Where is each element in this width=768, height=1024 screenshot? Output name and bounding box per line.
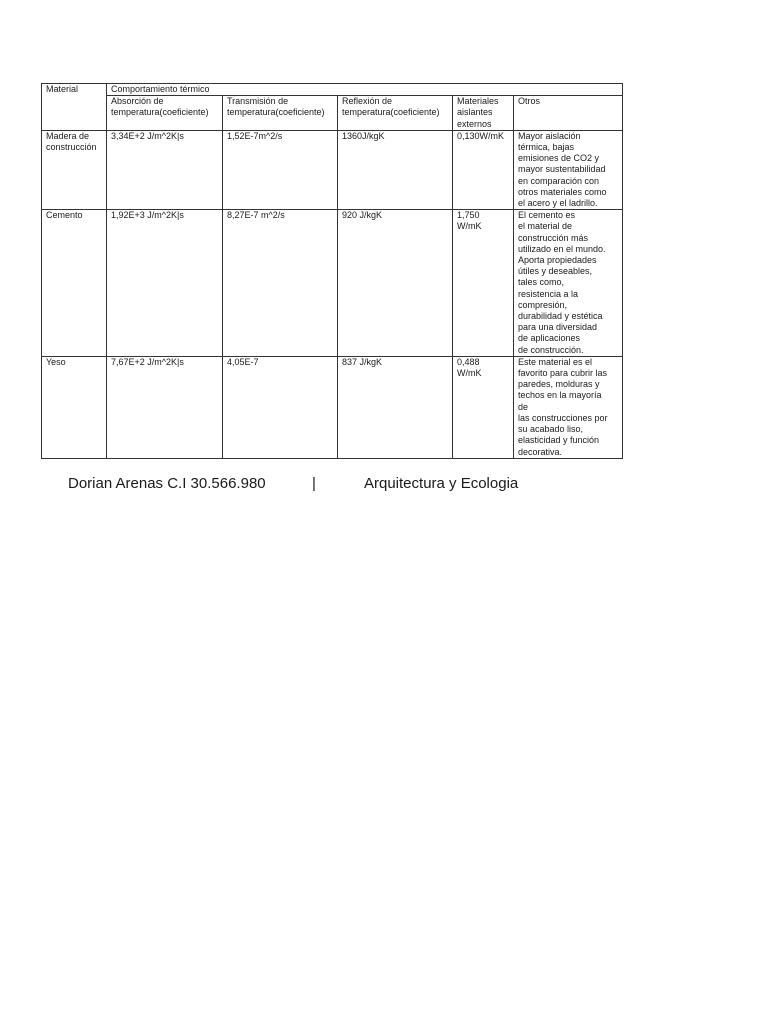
cell-aislantes: 0,488 W/mK xyxy=(453,356,514,458)
cell-transmision: 8,27E-7 m^2/s xyxy=(223,210,338,357)
cell-reflexion: 1360J/kgK xyxy=(338,130,453,209)
cell-transmision: 4,05E-7 xyxy=(223,356,338,458)
cell-absorcion: 1,92E+3 J/m^2K|s xyxy=(107,210,223,357)
table-row xyxy=(42,130,623,209)
table-row xyxy=(42,210,623,357)
cell-material: Yeso xyxy=(42,356,107,458)
header-thermal-behavior: Comportamiento térmico xyxy=(107,84,623,96)
cell-aislantes: 0,130W/mK xyxy=(453,130,514,209)
cell-transmision: 1,52E-7m^2/s xyxy=(223,130,338,209)
cell-material: Cemento xyxy=(42,210,107,357)
table-row xyxy=(42,356,623,458)
header-reflexion: Reflexión de temperatura(coeficiente) xyxy=(338,96,453,131)
cell-absorcion: 3,34E+2 J/m^2K|s xyxy=(107,130,223,209)
author-line: Dorian Arenas C.I 30.566.980 xyxy=(68,475,266,492)
cell-reflexion: 837 J/kgK xyxy=(338,356,453,458)
table-header-row xyxy=(42,84,623,96)
subject-line: Arquitectura y Ecologia xyxy=(364,475,519,492)
cell-otros: Este material es el favorito para cubrir las paredes, molduras y techos en la mayoría de las construcciones por su acabado liso, elasticidad y función decorativa. xyxy=(514,356,623,458)
header-otros: Otros xyxy=(514,96,623,131)
cell-otros: Mayor aislación térmica, bajas emisiones de CO2 y mayor sustentabilidad en comparación con otros materiales como el acero y el ladrillo. xyxy=(514,130,623,209)
page-footer xyxy=(0,475,768,495)
header-absorcion: Absorción de temperatura(coeficiente) xyxy=(107,96,223,131)
cell-reflexion: 920 J/kgK xyxy=(338,210,453,357)
cell-otros: El cemento es el material de construcción más utilizado en el mundo. Aporta propiedades útiles y deseables, tales como, resistencia a la compresión, durabilidad y estética para una diversidad de aplicaciones de construcción. xyxy=(514,210,623,357)
cell-aislantes: 1,750 W/mK xyxy=(453,210,514,357)
table-subheader-row xyxy=(42,96,623,131)
cell-absorcion: 7,67E+2 J/m^2K|s xyxy=(107,356,223,458)
header-transmision: Transmisión de temperatura(coeficiente) xyxy=(223,96,338,131)
thermal-behavior-table xyxy=(41,83,623,459)
header-aislantes: Materiales aislantes externos xyxy=(453,96,514,131)
cell-material: Madera de construcción xyxy=(42,130,107,209)
header-material: Material xyxy=(42,84,107,131)
footer-separator: | xyxy=(312,475,316,492)
